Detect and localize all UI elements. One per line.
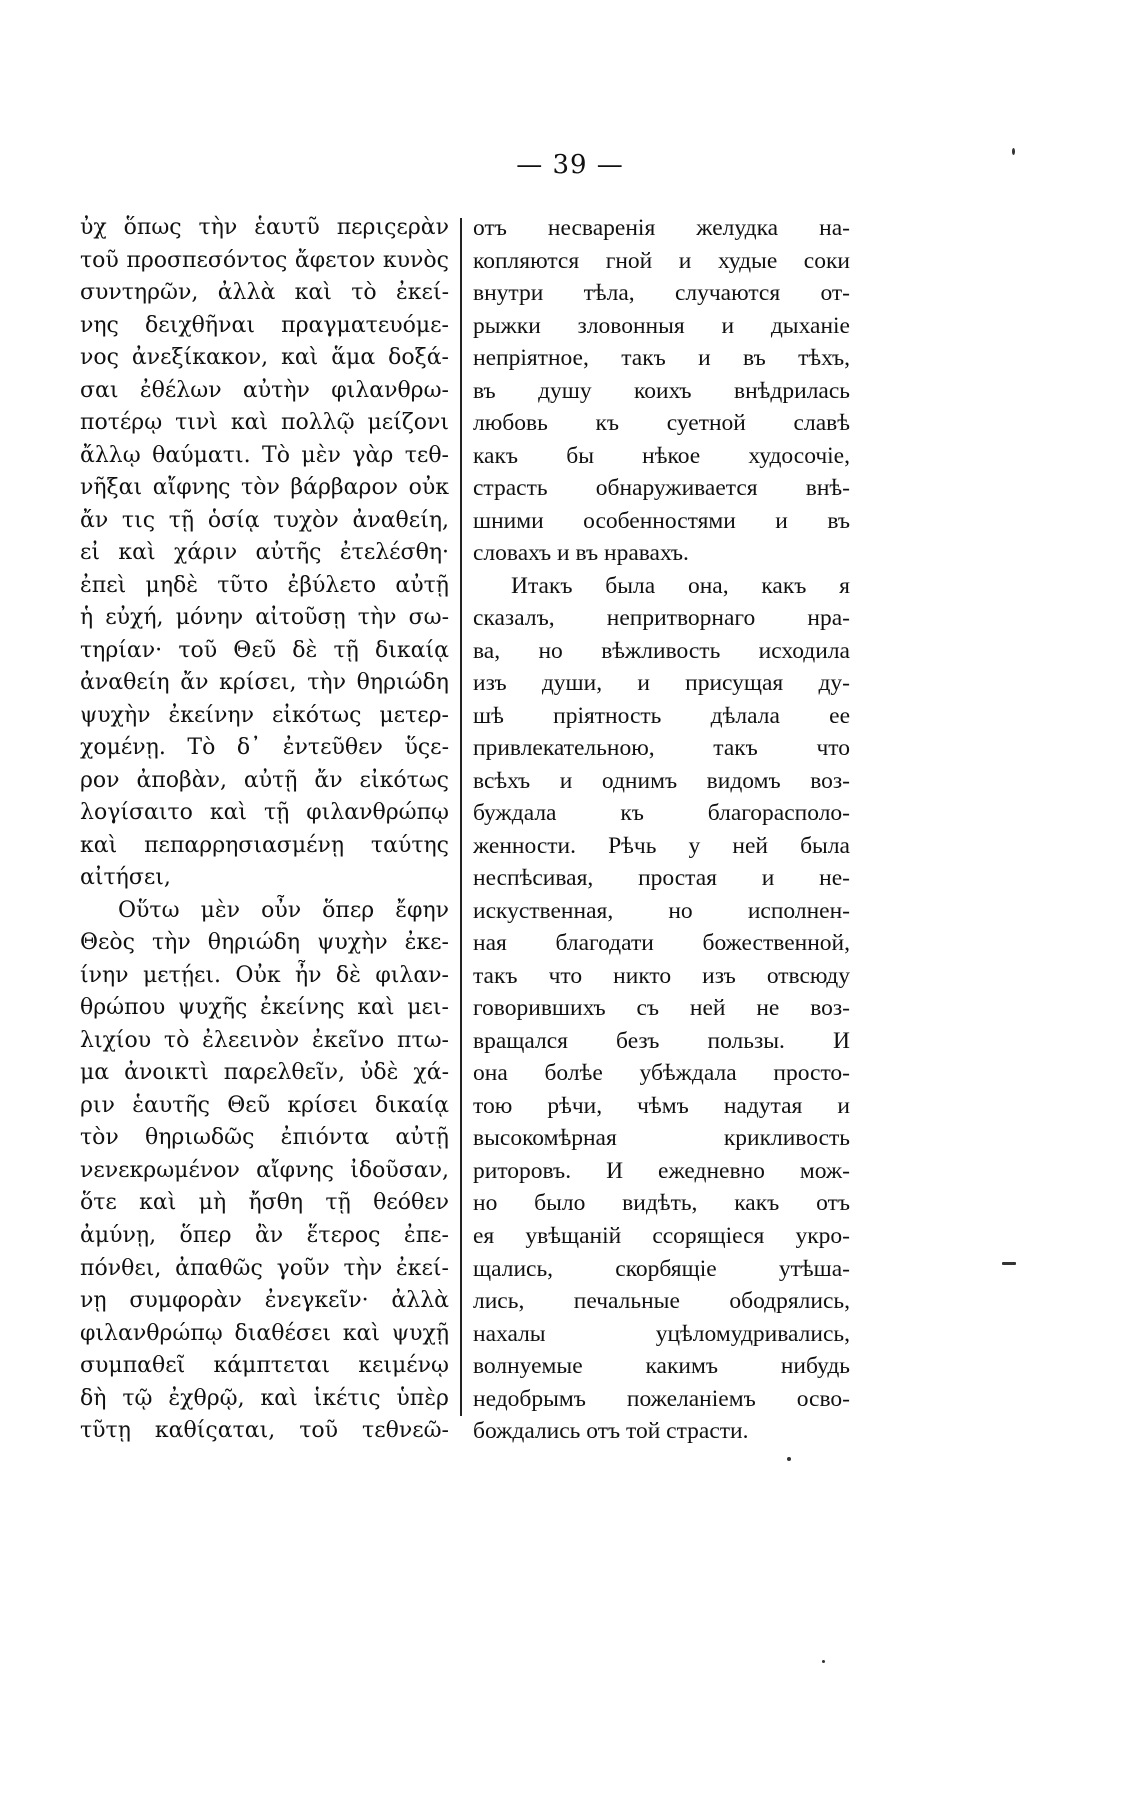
russian-text-line: такъ что никто изъ отвсюду <box>473 962 850 989</box>
greek-text-line: ποτέρῳ τινὶ καὶ πολλῷ μείζονι <box>80 410 449 436</box>
greek-text-line: φιλανθρώπῳ διαθέσει καὶ ψυχῇ <box>80 1320 449 1346</box>
russian-text-column <box>473 212 850 1448</box>
greek-text-line: χομένῃ. Τὸ δ᾽ ἐντεῦθεν ὕςε- <box>80 735 449 761</box>
russian-text-line: рыжки зловонныя и дыханіе <box>473 312 850 339</box>
greek-text-line: ψυχὴν ἐκείνην εἰκότως μετερ- <box>80 702 449 728</box>
russian-text-line: копляются гной и худые соки <box>473 247 850 274</box>
greek-text-line: ὐχ ὅπως τὴν ἑαυτῦ περιςερὰν <box>80 215 449 240</box>
greek-text-line: ρον ἀποβὰν, αὐτῇ ἄν εἰκότως <box>80 767 449 793</box>
russian-text-line: сказалъ, непритворнаго нра- <box>473 605 850 632</box>
russian-text-line: вращался безъ пользы. И <box>473 1027 850 1054</box>
page-number: — 39 — <box>516 150 624 180</box>
paper-speck <box>822 1660 825 1663</box>
russian-text-line: отъ несваренія желудка на- <box>473 215 850 241</box>
greek-text-line: τηρίαν· τοῦ Θεῦ δὲ τῇ δικαίᾳ <box>80 637 449 663</box>
russian-text-line: лись, печальные ободрялись, <box>473 1288 850 1315</box>
greek-text-line: λιχίου τὸ ἐλεεινὸν ἐκεῖνο πτω- <box>80 1027 449 1053</box>
russian-text-line: привлекательною, такъ что <box>473 735 850 762</box>
greek-text-line: ἡ εὐχή, μόνην αἰτοῦσῃ τὴν σω- <box>80 605 449 631</box>
russian-text-line: внутри тѣла, случаются от- <box>473 280 850 307</box>
russian-text-line: женности. Рѣчь у ней была <box>473 832 850 859</box>
russian-text-line: словахъ и въ нравахъ. <box>473 540 689 567</box>
greek-text-line: νος ἀνεξίκακον, καὶ ἅμα δοξά- <box>80 345 449 371</box>
russian-text-line: страсть обнаруживается внѣ- <box>473 475 850 502</box>
russian-text-line: Итакъ была она, какъ я <box>511 572 850 599</box>
greek-text-line: ριν ἑαυτῆς Θεῦ κρίσει δικαίᾳ <box>80 1092 449 1118</box>
greek-text-line: νης δειχθῆναι πραγματευόμε- <box>80 312 449 338</box>
greek-text-line: νῆξαι αἴφνης τὸν βάρβαρον οὐκ <box>80 475 449 501</box>
paper-speck <box>1002 1262 1016 1265</box>
russian-text-line: недобрымъ пожеланіемъ осво- <box>473 1385 850 1412</box>
russian-text-line: непріятное, такъ и въ тѣхъ, <box>473 345 850 372</box>
greek-text-line: αἰτήσει, <box>80 865 171 891</box>
russian-text-line: ея увѣщаній ссорящіеся укро- <box>473 1222 850 1249</box>
greek-text-line: τοῦ προσπεσόντος ἄφετον κυνὸς <box>80 247 449 273</box>
greek-text-line: λογίσαιτο καὶ τῇ φιλανθρώπῳ <box>80 800 449 826</box>
russian-text-line: ва, но вѣжливость исходила <box>473 637 850 664</box>
greek-text-line: ἄλλῳ θαύματι. Τὸ μὲν γὰρ τεθ- <box>80 442 449 468</box>
russian-text-line: говорившихъ съ ней не воз- <box>473 995 850 1022</box>
russian-text-line: въ душу коихъ внѣдрилась <box>473 377 850 404</box>
russian-text-line: любовь къ суетной славѣ <box>473 410 850 437</box>
greek-text-line: νῃ συμφορὰν ἐνεγκεῖν· ἀλλὰ <box>80 1288 449 1314</box>
russian-text-line: какъ бы нѣкое худосочіе, <box>473 442 850 469</box>
russian-text-line: но было видѣть, какъ отъ <box>473 1190 850 1217</box>
russian-text-line: тою рѣчи, чѣмъ надутая и <box>473 1092 850 1119</box>
greek-text-line: δὴ τῷ ἐχθρῷ, καὶ ἱκέτις ὑπὲρ <box>80 1385 449 1411</box>
greek-text-line: καὶ πεπαρρησιασμένῃ ταύτης <box>80 832 449 858</box>
greek-text-line: ίνην μετῄει. Οὐκ ἦν δὲ φιλαν- <box>80 962 449 988</box>
russian-text-line: буждала къ благорасполо- <box>473 800 850 827</box>
russian-text-line: шними особенностями и въ <box>473 507 850 534</box>
greek-text-line: νενεκρωμένον αἴφνης ἰδοῦσαν, <box>80 1157 449 1183</box>
greek-text-line: συμπαθεῖ κάμπτεται κειμένῳ <box>80 1353 449 1379</box>
greek-text-line: ἀναθείη ἄν κρίσει, τὴν θηριώδη <box>80 670 449 696</box>
russian-text-line: риторовъ. И ежедневно мож- <box>473 1157 850 1184</box>
greek-text-line: συντηρῶν, ἀλλὰ καὶ τὸ ἐκεί- <box>80 280 449 306</box>
greek-text-column <box>80 212 449 1448</box>
russian-text-line: ная благодати божественной, <box>473 930 850 957</box>
greek-text-line: τῦτῃ καθίςαται, τοῦ τεθνεῶ- <box>80 1418 449 1444</box>
russian-text-line: неспѣсивая, простая и не- <box>473 865 850 892</box>
russian-text-line: нахалы уцѣломудривались, <box>473 1320 850 1347</box>
greek-text-line: μα ἀνοικτὶ παρελθεῖν, ὐδὲ χά- <box>80 1060 449 1086</box>
paper-speck <box>787 1457 791 1461</box>
russian-text-line: бождались отъ той страсти. <box>473 1418 749 1445</box>
paper-speck <box>1012 148 1015 155</box>
russian-text-line: изъ души, и присущая ду- <box>473 670 850 697</box>
greek-text-line: ὅτε καὶ μὴ ἤσθη τῇ θεόθεν <box>80 1190 449 1216</box>
greek-text-line: ἄν τις τῇ ὁσίᾳ τυχὸν ἀναθείη, <box>80 507 449 533</box>
russian-text-line: она болѣе убѣждала просто- <box>473 1060 850 1087</box>
russian-text-line: всѣхъ и однимъ видомъ воз- <box>473 767 850 794</box>
russian-text-line: искуственная, но исполнен- <box>473 897 850 924</box>
greek-text-line: τὸν θηριωδῶς ἐπιόντα αὐτῇ <box>80 1125 449 1151</box>
greek-text-line: Θεὸς τὴν θηριώδη ψυχὴν ἐκε- <box>80 930 449 956</box>
greek-text-line: πόνθει, ἀπαθῶς γοῦν τὴν ἐκεί- <box>80 1255 449 1281</box>
greek-text-line: σαι ἐθέλων αὐτὴν φιλανθρω- <box>80 377 449 403</box>
russian-text-line: волнуемые какимъ нибудь <box>473 1353 850 1380</box>
greek-text-line: θρώπου ψυχῆς ἐκείνης καὶ μει- <box>80 995 449 1021</box>
greek-text-line: Οὕτω μὲν οὖν ὅπερ ἔφην <box>118 897 449 923</box>
greek-text-line: εἰ καὶ χάριν αὐτῆς ἐτελέσθη· <box>80 540 449 566</box>
russian-text-line: высокомѣрная крикливость <box>473 1125 850 1152</box>
greek-text-line: ἐπεὶ μηδὲ τῦτο ἐβύλετο αὐτῇ <box>80 572 449 598</box>
column-divider <box>460 218 462 1416</box>
greek-text-line: ἀμύνῃ, ὅπερ ἂν ἕτερος ἐπε- <box>80 1222 449 1248</box>
russian-text-line: шѣ пріятность дѣлала ее <box>473 702 850 729</box>
russian-text-line: щались, скорбящіе утѣша- <box>473 1255 850 1282</box>
